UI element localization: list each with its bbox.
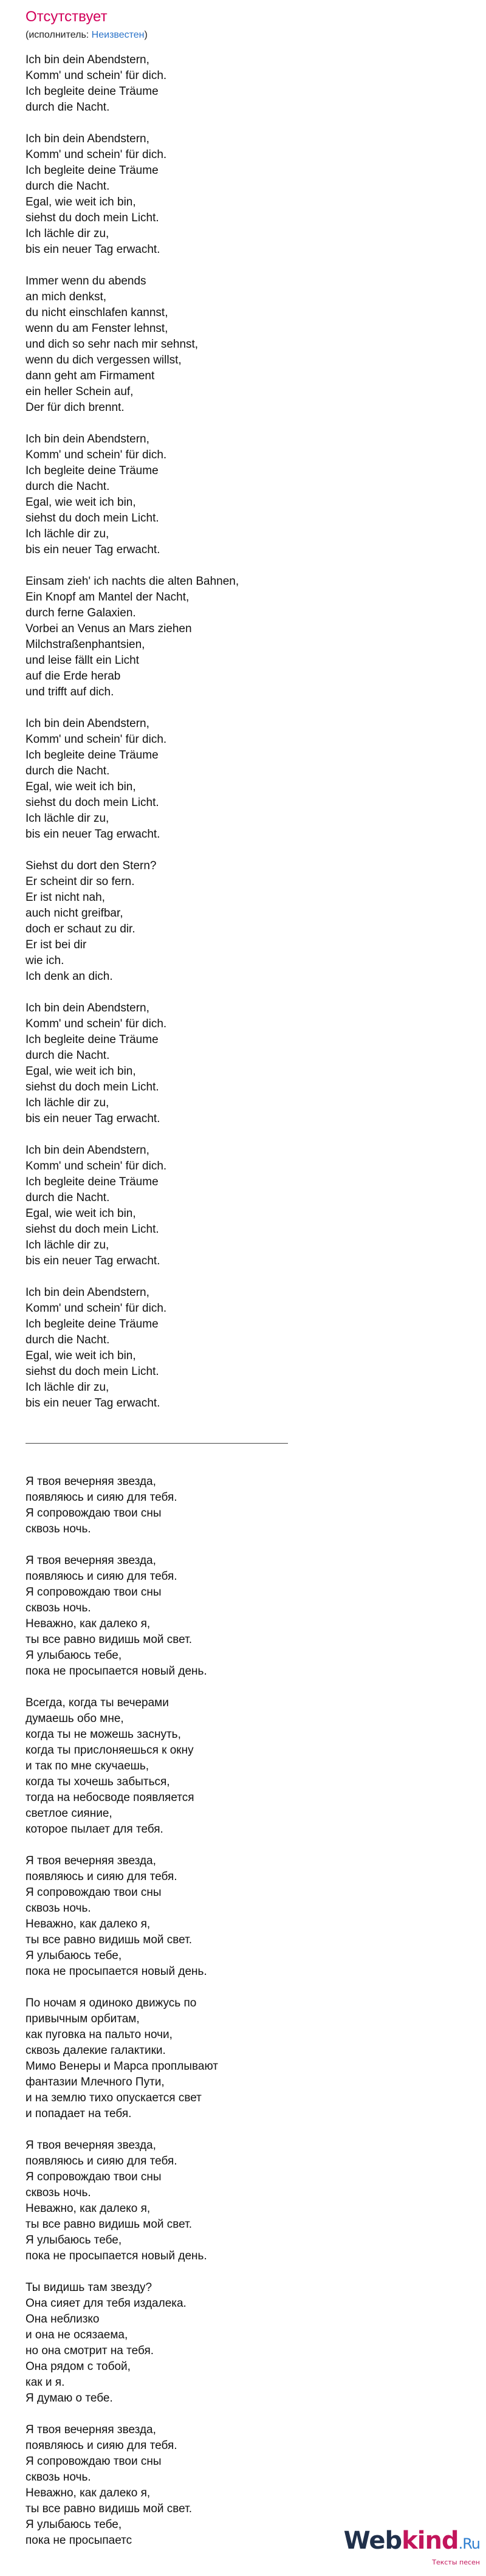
- original-lyrics: Ich bin dein Abendstern, Komm' und schein' für dich. Ich begleite deine Träume durch die Nacht. Ich bin dein Abendstern, Komm' und schein' für dich. Ich begleite deine Träume durch die Nacht. Egal, wie weit ich bin, siehst du doch mein Licht. Ich lächle dir zu, bis ein neuer Tag erwacht. Immer wenn du abends an mich denkst, du nicht einschlafen kannst, wenn du am Fenster lehnst, und dich so sehr nach mir sehnst, wenn du dich vergessen willst, dann geht am Firmament ein heller Schein auf, Der für dich brennt. Ich bin dein Abendstern, Komm' und schein' für dich. Ich begleite deine Träume durch die Nacht. Egal, wie weit ich bin, siehst du doch mein Licht. Ich lächle dir zu, bis ein neuer Tag erwacht. Einsam zieh' ich nachts die alten Bahnen, Ein Knopf am Mantel der Nacht, durch ferne Galaxien. Vorbei an Venus an Mars ziehen Milchstraßenphantsien, und leise fällt ein Licht auf die Erde herab und trifft auf dich. Ich bin dein Abendstern, Komm' und schein' für dich. Ich begleite deine Träume durch die Nacht. Egal, wie weit ich bin, siehst du doch mein Licht. Ich lächle dir zu, bis ein neuer Tag erwacht. Siehst du dort den Stern? Er scheint dir so fern. Er ist nicht nah, auch nicht greifbar, doch er schaut zu dir. Er ist bei dir wie ich. Ich denk an dich. Ich bin dein Abendstern, Komm' und schein' für dich. Ich begleite deine Träume durch die Nacht. Egal, wie weit ich bin, siehst du doch mein Licht. Ich lächle dir zu, bis ein neuer Tag erwacht. Ich bin dein Abendstern, Komm' und schein' für dich. Ich begleite deine Träume durch die Nacht. Egal, wie weit ich bin, siehst du doch mein Licht. Ich lächle dir zu, bis ein neuer Tag erwacht. Ich bin dein Abendstern, Komm' und schein' für dich. Ich begleite deine Träume durch die Nacht. Egal, wie weit ich bin, siehst du doch mein Licht. Ich lächle dir zu, bis ein neuer Tag erwacht.: [26, 53, 239, 1410]
- performer-link[interactable]: Неизвестен: [91, 30, 145, 40]
- webkind-logo[interactable]: [344, 2529, 480, 2566]
- section-divider: [26, 1443, 288, 1444]
- song-title: Отсутствует: [26, 9, 108, 25]
- performer-prefix: (исполнитель:: [26, 30, 92, 40]
- performer-line: [26, 29, 463, 41]
- logo-wordmark: [344, 2529, 480, 2556]
- logo-kind: kind: [402, 2527, 459, 2555]
- performer-suffix: ): [144, 30, 148, 40]
- logo-tagline: Тексты песен: [432, 2558, 480, 2566]
- logo-web: Web: [343, 2527, 402, 2555]
- translation-lyrics: Я твоя вечерняя звезда, появляюсь и сияю для тебя. Я сопровождаю твои сны сквозь ночь. Я твоя вечерняя звезда, появляюсь и сияю для тебя. Я сопровождаю твои сны сквозь ночь. Неважно, как далеко я, ты все равно видишь мой свет. Я улыбаюсь тебе, пока не просыпается новый день. Всегда, когда ты вечерами думаешь обо мне, когда ты не можешь заснуть, когда ты прислоняешься к окну и так по мне скучаешь, когда ты хочешь забыться, тогда на небосводе появляется светлое сияние, которое пылает для тебя. Я твоя вечерняя звезда, появляюсь и сияю для тебя. Я сопровождаю твои сны сквозь ночь. Неважно, как далеко я, ты все равно видишь мой свет. Я улыбаюсь тебе, пока не просыпается новый день. По ночам я одиноко движусь по привычным орбитам, как пуговка на пальто ночи, сквозь далекие галактики. Мимо Венеры и Марса проплывают фантазии Млечного Пути, и на землю тихо опускается свет и попадает на тебя. Я твоя вечерняя звезда, появляюсь и сияю для тебя. Я сопровождаю твои сны сквозь ночь. Неважно, как далеко я, ты все равно видишь мой свет. Я улыбаюсь тебе, пока не просыпается новый день. Ты видишь там звезду? Она сияет для тебя издалека. Она неблизко и она не осязаема, но она смотрит на тебя. Она рядом с тобой, как и я. Я думаю о тебе. Я твоя вечерняя звезда, появляюсь и сияю для тебя. Я сопровождаю твои сны сквозь ночь. Неважно, как далеко я, ты все равно видишь мой свет. Я улыбаюсь тебе, пока не просыпаетс: [26, 1475, 218, 2547]
- logo-ru: .Ru: [458, 2535, 480, 2552]
